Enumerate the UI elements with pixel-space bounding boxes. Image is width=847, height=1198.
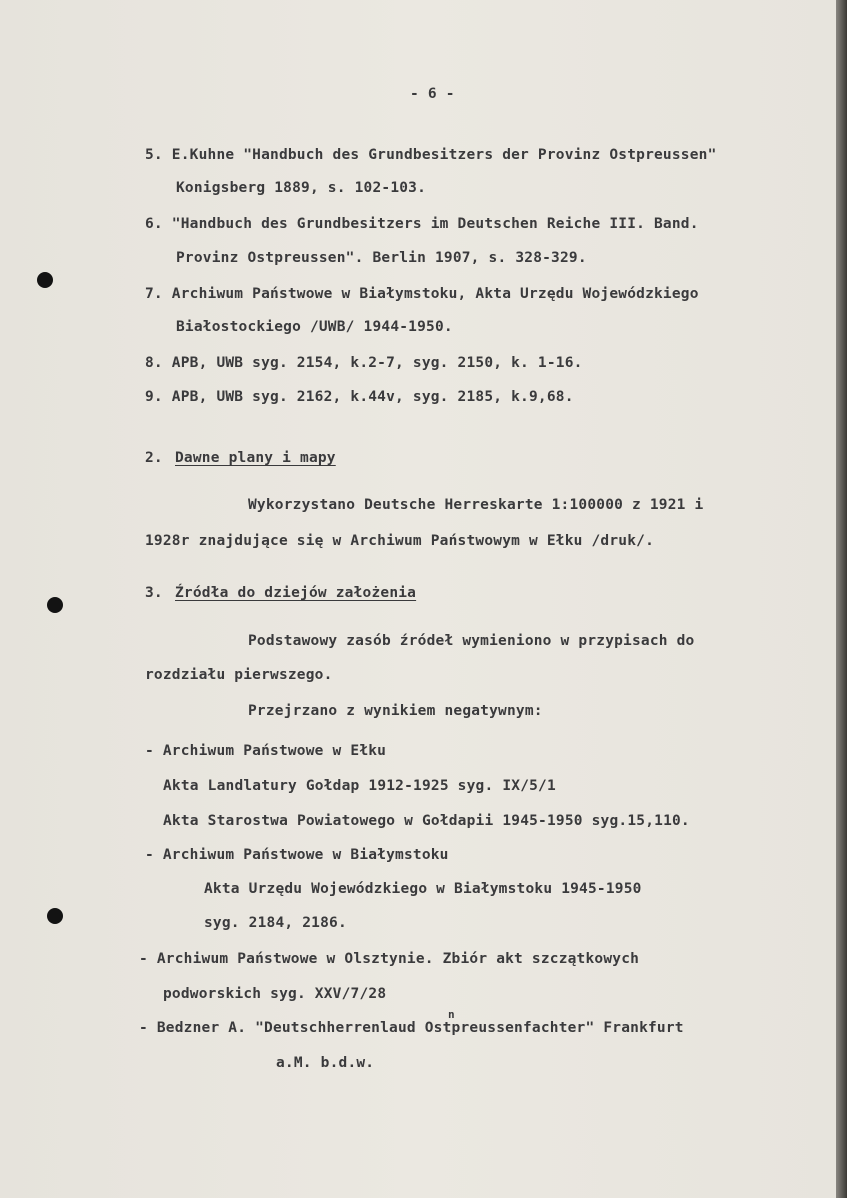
source-line: - Archiwum Państwowe w Ełku <box>145 743 387 759</box>
page-edge-shadow <box>836 0 847 1198</box>
source-line: - Archiwum Państwowe w Olsztynie. Zbiór akt szczątkowych <box>139 951 640 967</box>
reference-line: Provinz Ostpreussen". Berlin 1907, s. 328-329. <box>176 250 587 266</box>
paragraph-line: 1928r znajdujące się w Archiwum Państwowym w Ełku /druk/. <box>145 533 654 549</box>
source-line: Akta Starostwa Powiatowego w Gołdapii 1945-1950 syg.15,110. <box>163 813 690 829</box>
paragraph-line: Podstawowy zasób źródeł wymieniono w przypisach do <box>248 633 695 649</box>
section-heading: Dawne plany i mapy <box>175 450 336 466</box>
punch-hole <box>47 908 63 924</box>
paragraph-line: Przejrzano z wynikiem negatywnym: <box>248 703 543 719</box>
punch-hole <box>37 272 53 288</box>
section-number: 3. <box>145 585 163 601</box>
punch-hole <box>47 597 63 613</box>
source-line: a.M. b.d.w. <box>276 1055 375 1071</box>
section-heading: Źródła do dziejów założenia <box>175 585 417 601</box>
source-line: Akta Urzędu Wojewódzkiego w Białymstoku 1945-1950 <box>204 881 642 897</box>
source-line: podworskich syg. XXV/7/28 <box>163 986 387 1002</box>
handwritten-correction: n <box>448 1008 455 1021</box>
source-line: - Bedzner A. "Deutschherrenlaud Ostpreussenfachter" Frankfurt <box>139 1020 684 1036</box>
source-line: - Archiwum Państwowe w Białymstoku <box>145 847 449 863</box>
source-line: Akta Landlatury Gołdap 1912-1925 syg. IX/5/1 <box>163 778 556 794</box>
reference-line: 9. APB, UWB syg. 2162, k.44v, syg. 2185, k.9,68. <box>145 389 574 405</box>
section-number: 2. <box>145 450 163 466</box>
reference-line: 6. "Handbuch des Grundbesitzers im Deutschen Reiche III. Band. <box>145 216 699 232</box>
source-line: syg. 2184, 2186. <box>204 915 347 931</box>
reference-line: 7. Archiwum Państwowe w Białymstoku, Akta Urzędu Wojewódzkiego <box>145 286 699 302</box>
reference-line: Białostockiego /UWB/ 1944-1950. <box>176 319 453 335</box>
page-number: - 6 - <box>410 86 455 102</box>
reference-line: 8. APB, UWB syg. 2154, k.2-7, syg. 2150, k. 1-16. <box>145 355 583 371</box>
reference-line: Konigsberg 1889, s. 102-103. <box>176 180 427 196</box>
paragraph-line: rozdziału pierwszego. <box>145 667 333 683</box>
reference-line: 5. E.Kuhne "Handbuch des Grundbesitzers der Provinz Ostpreussen" <box>145 147 717 163</box>
paragraph-line: Wykorzystano Deutsche Herreskarte 1:100000 z 1921 i <box>248 497 704 513</box>
